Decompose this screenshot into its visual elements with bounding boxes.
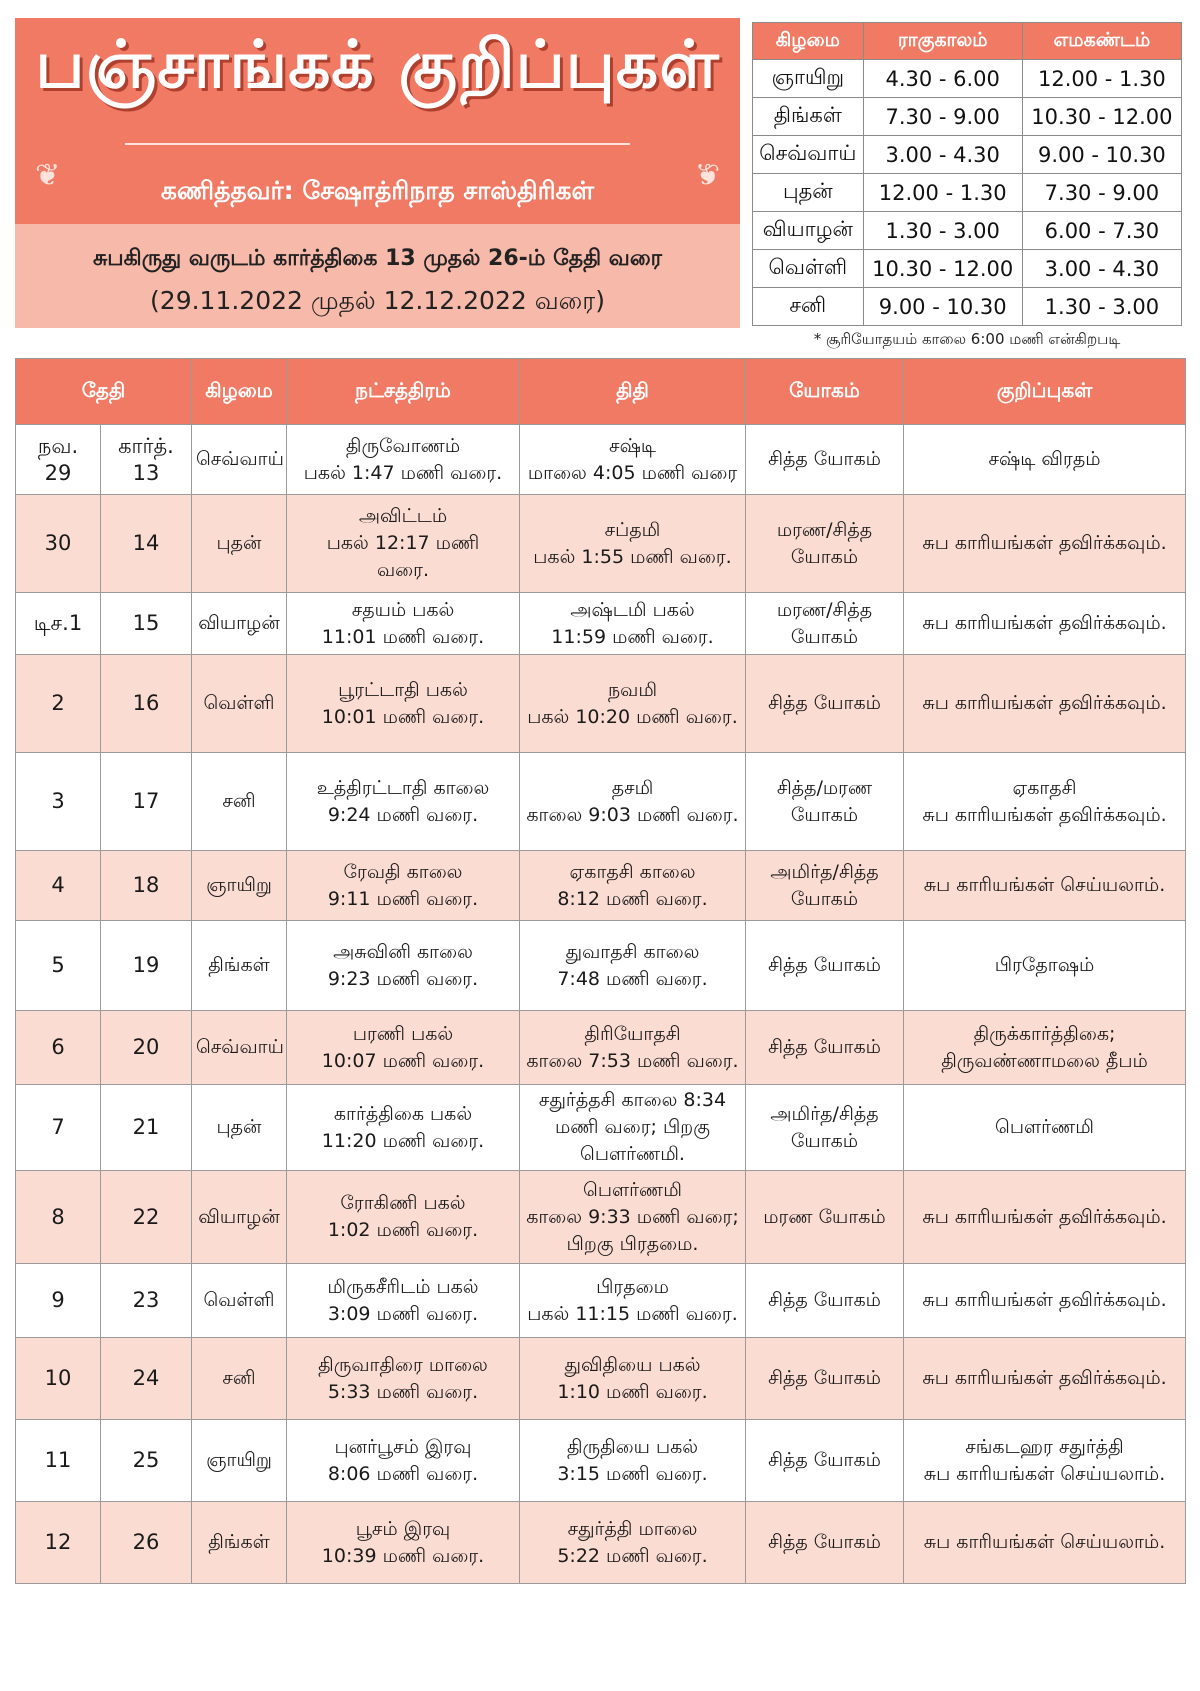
rahu-day: திங்கள் (753, 98, 864, 136)
rahu-table-header (753, 23, 1182, 60)
header-date: தேதி (16, 359, 192, 425)
notes: சஷ்டி விரதம் (904, 425, 1186, 495)
english-date: 2 (16, 655, 101, 753)
table-row (16, 425, 1186, 495)
english-date: 30 (16, 495, 101, 593)
emagandam-time: 6.00 - 7.30 (1022, 212, 1181, 250)
rahu-row (753, 60, 1182, 98)
header-day: கிழமை (192, 359, 287, 425)
tithi: ஏகாதசி காலை 8:12 மணி வரை. (520, 851, 746, 921)
yogam: சித்த யோகம் (746, 425, 904, 495)
weekday: திங்கள் (192, 921, 287, 1011)
tamil-date: 16 (101, 655, 192, 753)
panchangam-body (16, 425, 1186, 1584)
nakshatra: திருவோணம் பகல் 1:47 மணி வரை. (287, 425, 520, 495)
table-row (16, 921, 1186, 1011)
notes: சுப காரியங்கள் தவிர்க்கவும். (904, 655, 1186, 753)
rahu-day: ஞாயிறு (753, 60, 864, 98)
table-row (16, 1264, 1186, 1338)
weekday: சனி (192, 753, 287, 851)
yogam: சித்த யோகம் (746, 921, 904, 1011)
table-row (16, 753, 1186, 851)
tithi: அஷ்டமி பகல் 11:59 மணி வரை. (520, 593, 746, 655)
weekday: செவ்வாய் (192, 425, 287, 495)
nakshatra: பூசம் இரவு 10:39 மணி வரை. (287, 1502, 520, 1584)
table-row (16, 593, 1186, 655)
weekday: புதன் (192, 495, 287, 593)
notes: சுப காரியங்கள் தவிர்க்கவும். (904, 1171, 1186, 1264)
table-row (16, 1011, 1186, 1085)
tamil-date: 22 (101, 1171, 192, 1264)
notes: சுப காரியங்கள் தவிர்க்கவும். (904, 495, 1186, 593)
rahu-time: 1.30 - 3.00 (863, 212, 1022, 250)
rahu-day: செவ்வாய் (753, 136, 864, 174)
tithi: சஷ்டி மாலை 4:05 மணி வரை (520, 425, 746, 495)
nakshatra: உத்திரட்டாதி காலை 9:24 மணி வரை. (287, 753, 520, 851)
english-date: 5 (16, 921, 101, 1011)
header-panel (15, 18, 740, 328)
nakshatra: ரோகிணி பகல் 1:02 மணி வரை. (287, 1171, 520, 1264)
rahu-day: வெள்ளி (753, 250, 864, 288)
panchangam-table (15, 358, 1186, 1584)
english-date: 11 (16, 1420, 101, 1502)
emagandam-time: 12.00 - 1.30 (1022, 60, 1181, 98)
weekday: புதன் (192, 1085, 287, 1171)
rahu-time: 9.00 - 10.30 (863, 288, 1022, 326)
tamil-date: கார்த். 13 (101, 425, 192, 495)
yogam: சித்த யோகம் (746, 1011, 904, 1085)
english-date: 6 (16, 1011, 101, 1085)
yogam: சித்த/மரண யோகம் (746, 753, 904, 851)
nakshatra: பரணி பகல் 10:07 மணி வரை. (287, 1011, 520, 1085)
rahu-header-day: கிழமை (753, 23, 864, 60)
rahu-time: 3.00 - 4.30 (863, 136, 1022, 174)
nakshatra: கார்த்திகை பகல் 11:20 மணி வரை. (287, 1085, 520, 1171)
tamil-date: 21 (101, 1085, 192, 1171)
emagandam-time: 7.30 - 9.00 (1022, 174, 1181, 212)
english-date: 9 (16, 1264, 101, 1338)
english-date: 3 (16, 753, 101, 851)
divider (125, 143, 630, 145)
tamil-date: 14 (101, 495, 192, 593)
sunrise-note: * சூரியோதயம் காலை 6:00 மணி என்கிறபடி (813, 330, 1121, 348)
notes: பிரதோஷம் (904, 921, 1186, 1011)
yogam: சித்த யோகம் (746, 1338, 904, 1420)
english-date: 10 (16, 1338, 101, 1420)
rahu-day: சனி (753, 288, 864, 326)
tamil-date: 19 (101, 921, 192, 1011)
tithi: நவமி பகல் 10:20 மணி வரை. (520, 655, 746, 753)
notes: சுப காரியங்கள் செய்யலாம். (904, 1502, 1186, 1584)
author-line: கணித்தவர்: சேஷாத்ரிநாத சாஸ்திரிகள் (160, 176, 595, 205)
rahu-header-emagandam: எமகண்டம் (1022, 23, 1181, 60)
table-row (16, 655, 1186, 753)
period-panel (15, 224, 740, 328)
tamil-date: 18 (101, 851, 192, 921)
tamil-date: 25 (101, 1420, 192, 1502)
ornament-left-icon: ❦ (35, 158, 61, 193)
table-row (16, 1085, 1186, 1171)
tithi: திரியோதசி காலை 7:53 மணி வரை. (520, 1011, 746, 1085)
rahu-row (753, 136, 1182, 174)
table-row (16, 1502, 1186, 1584)
tithi: சதுர்த்தசி காலை 8:34 மணி வரை; பிறகு பௌர்ணமி. (520, 1085, 746, 1171)
notes: ஏகாதசி சுப காரியங்கள் தவிர்க்கவும். (904, 753, 1186, 851)
nakshatra: திருவாதிரை மாலை 5:33 மணி வரை. (287, 1338, 520, 1420)
table-row (16, 1338, 1186, 1420)
weekday: திங்கள் (192, 1502, 287, 1584)
header-tithi: திதி (520, 359, 746, 425)
tamil-date: 23 (101, 1264, 192, 1338)
date-range: (29.11.2022 முதல் 12.12.2022 வரை) (150, 286, 605, 315)
rahu-row (753, 174, 1182, 212)
english-date: 7 (16, 1085, 101, 1171)
notes: சங்கடஹர சதுர்த்தி சுப காரியங்கள் செய்யலாம். (904, 1420, 1186, 1502)
nakshatra: அவிட்டம் பகல் 12:17 மணி வரை. (287, 495, 520, 593)
notes: சுப காரியங்கள் தவிர்க்கவும். (904, 1264, 1186, 1338)
rahu-day: வியாழன் (753, 212, 864, 250)
rahu-row (753, 98, 1182, 136)
emagandam-time: 10.30 - 12.00 (1022, 98, 1181, 136)
english-date: நவ. 29 (16, 425, 101, 495)
english-date: 12 (16, 1502, 101, 1584)
tithi: திருதியை பகல் 3:15 மணி வரை. (520, 1420, 746, 1502)
english-date: 4 (16, 851, 101, 921)
yogam: மரண/சித்த யோகம் (746, 495, 904, 593)
rahu-day: புதன் (753, 174, 864, 212)
notes: திருக்கார்த்திகை; திருவண்ணாமலை தீபம் (904, 1011, 1186, 1085)
tamil-date: 26 (101, 1502, 192, 1584)
nakshatra: மிருகசீரிடம் பகல் 3:09 மணி வரை. (287, 1264, 520, 1338)
nakshatra: புனர்பூசம் இரவு 8:06 மணி வரை. (287, 1420, 520, 1502)
tithi: சதுர்த்தி மாலை 5:22 மணி வரை. (520, 1502, 746, 1584)
notes: பௌர்ணமி (904, 1085, 1186, 1171)
table-row (16, 1171, 1186, 1264)
english-date: டிச.1 (16, 593, 101, 655)
tamil-date: 15 (101, 593, 192, 655)
tithi: துவாதசி காலை 7:48 மணி வரை. (520, 921, 746, 1011)
nakshatra: பூரட்டாதி பகல் 10:01 மணி வரை. (287, 655, 520, 753)
emagandam-time: 9.00 - 10.30 (1022, 136, 1181, 174)
nakshatra: சதயம் பகல் 11:01 மணி வரை. (287, 593, 520, 655)
tithi: துவிதியை பகல் 1:10 மணி வரை. (520, 1338, 746, 1420)
emagandam-time: 3.00 - 4.30 (1022, 250, 1181, 288)
notes: சுப காரியங்கள் தவிர்க்கவும். (904, 1338, 1186, 1420)
rahu-time: 10.30 - 12.00 (863, 250, 1022, 288)
weekday: செவ்வாய் (192, 1011, 287, 1085)
yogam: மரண யோகம் (746, 1171, 904, 1264)
tithi: பௌர்ணமி காலை 9:33 மணி வரை; பிறகு பிரதமை. (520, 1171, 746, 1264)
table-row (16, 495, 1186, 593)
weekday: வெள்ளி (192, 655, 287, 753)
weekday: ஞாயிறு (192, 1420, 287, 1502)
english-date: 8 (16, 1171, 101, 1264)
yogam: மரண/சித்த யோகம் (746, 593, 904, 655)
header-banner (15, 18, 740, 224)
yogam: சித்த யோகம் (746, 1502, 904, 1584)
rahu-kalam-table (752, 22, 1182, 326)
weekday: வியாழன் (192, 1171, 287, 1264)
header-notes: குறிப்புகள் (904, 359, 1186, 425)
weekday: சனி (192, 1338, 287, 1420)
yogam: அமிர்த/சித்த யோகம் (746, 1085, 904, 1171)
nakshatra: ரேவதி காலை 9:11 மணி வரை. (287, 851, 520, 921)
nakshatra: அசுவினி காலை 9:23 மணி வரை. (287, 921, 520, 1011)
ornament-right-icon: ❦ (694, 158, 720, 193)
header-yogam: யோகம் (746, 359, 904, 425)
header-star: நட்சத்திரம் (287, 359, 520, 425)
weekday: ஞாயிறு (192, 851, 287, 921)
yogam: சித்த யோகம் (746, 1420, 904, 1502)
tithi: சப்தமி பகல் 1:55 மணி வரை. (520, 495, 746, 593)
rahu-row (753, 288, 1182, 326)
rahu-row (753, 212, 1182, 250)
rahu-row (753, 250, 1182, 288)
tamil-date: 20 (101, 1011, 192, 1085)
yogam: அமிர்த/சித்த யோகம் (746, 851, 904, 921)
weekday: வியாழன் (192, 593, 287, 655)
table-row (16, 1420, 1186, 1502)
notes: சுப காரியங்கள் செய்யலாம். (904, 851, 1186, 921)
rahu-time: 7.30 - 9.00 (863, 98, 1022, 136)
tamil-date: 24 (101, 1338, 192, 1420)
tithi: தசமி காலை 9:03 மணி வரை. (520, 753, 746, 851)
emagandam-time: 1.30 - 3.00 (1022, 288, 1181, 326)
period-text: சுபகிருது வருடம் கார்த்திகை 13 முதல் 26-ம் தேதி வரை (92, 246, 663, 271)
rahu-time: 12.00 - 1.30 (863, 174, 1022, 212)
notes: சுப காரியங்கள் தவிர்க்கவும். (904, 593, 1186, 655)
panchangam-header-row (16, 359, 1186, 425)
yogam: சித்த யோகம் (746, 1264, 904, 1338)
weekday: வெள்ளி (192, 1264, 287, 1338)
yogam: சித்த யோகம் (746, 655, 904, 753)
rahu-time: 4.30 - 6.00 (863, 60, 1022, 98)
tithi: பிரதமை பகல் 11:15 மணி வரை. (520, 1264, 746, 1338)
tamil-date: 17 (101, 753, 192, 851)
rahu-table-body (753, 60, 1182, 326)
table-row (16, 851, 1186, 921)
rahu-header-rahu: ராகுகாலம் (863, 23, 1022, 60)
page-title: பஞ்சாங்கக் குறிப்புகள் (35, 26, 720, 103)
